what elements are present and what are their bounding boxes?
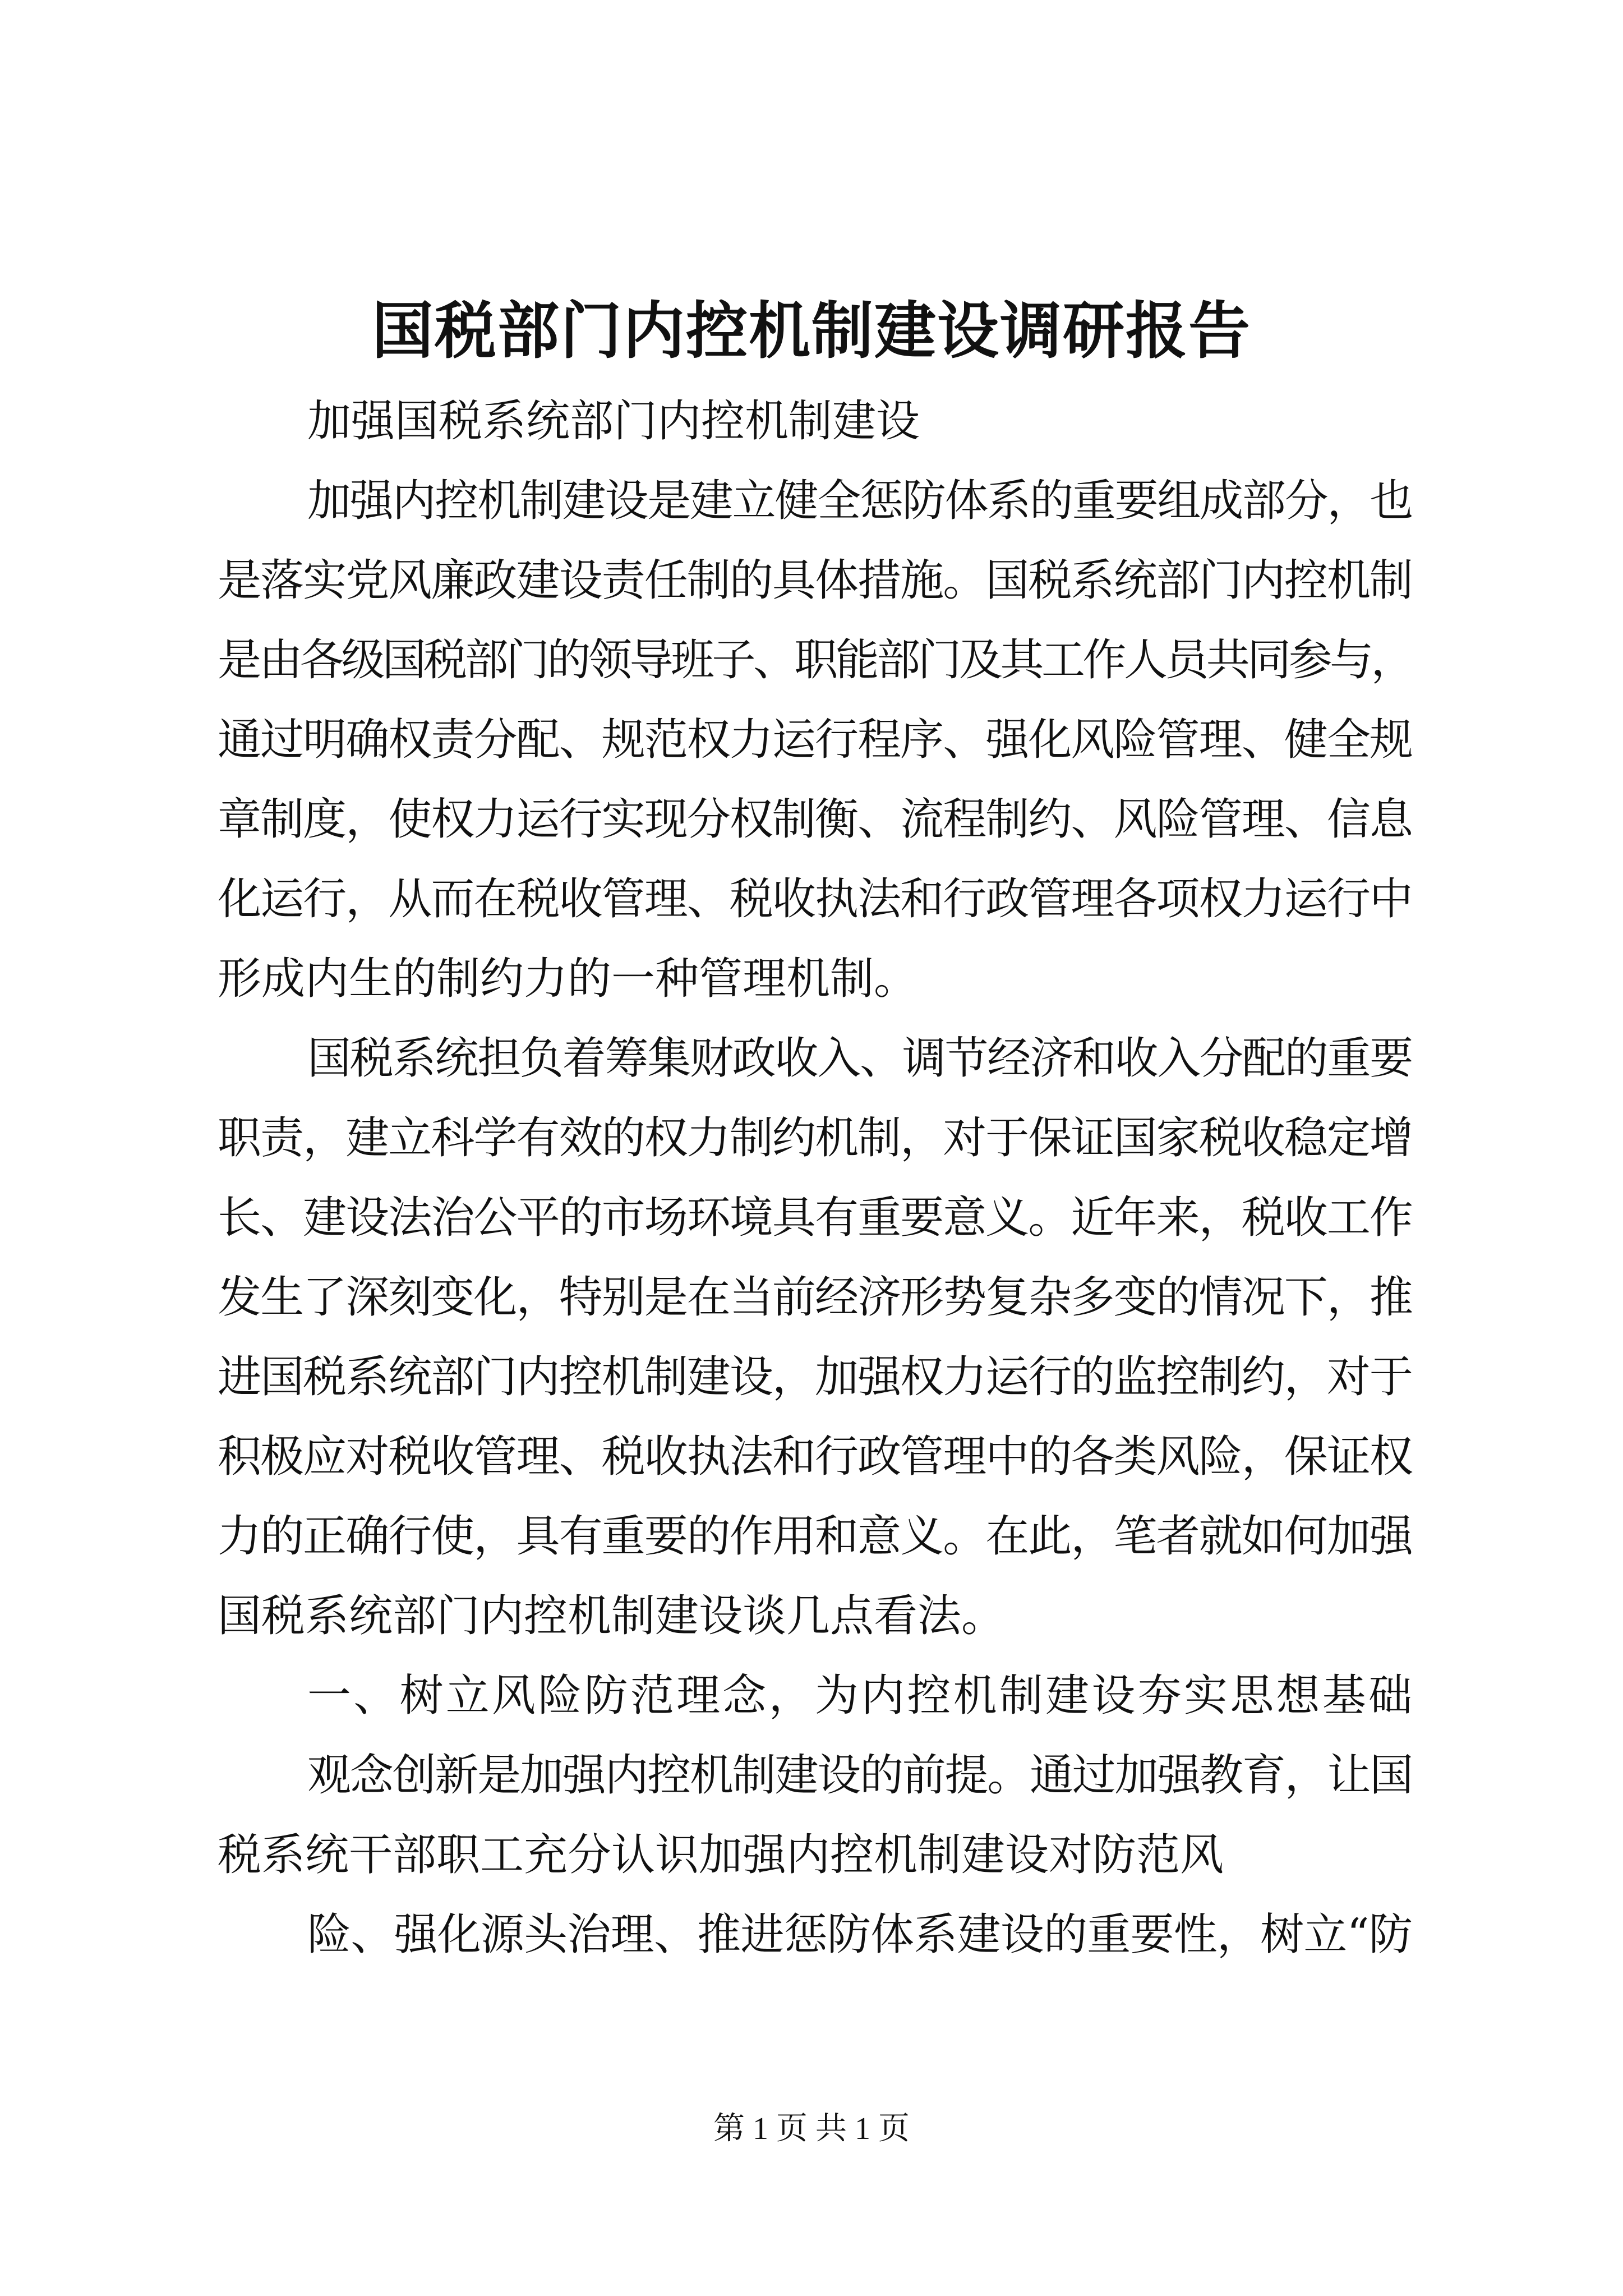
document-body — [218, 381, 1415, 1975]
text-line: 积极应对税收管理、税收执法和行政管理中的各类风险，保证权 — [218, 1432, 1412, 1482]
paragraph-lines — [218, 461, 1415, 1975]
text-line: 一、树立风险防范理念，为内控机制建设夯实思想基础 — [307, 1671, 1415, 1721]
text-line: 税系统干部职工充分认识加强内控机制建设对防范风 — [218, 1830, 1224, 1880]
text-line: 力的正确行使，具有重要的作用和意义。在此，笔者就如何加强 — [218, 1511, 1412, 1562]
text-line: 观念创新是加强内控机制建设的前提。通过加强教育，让国 — [307, 1750, 1412, 1801]
text-line: 通过明确权责分配、规范权力运行程序、强化风险管理、健全规 — [218, 715, 1412, 765]
text-line: 长、建设法治公平的市场环境具有重要意义。近年来，税收工作 — [218, 1193, 1412, 1243]
page-footer: 第 1 页 共 1 页 — [713, 2111, 910, 2146]
text-line: 化运行，从而在税收管理、税收执法和行政管理各项权力运行中 — [218, 874, 1412, 924]
text-line: 是由各级国税部门的领导班子、职能部门及其工作人员共同参与， — [218, 635, 1412, 685]
document-subtitle: 加强国税系统部门内控机制建设 — [307, 396, 920, 447]
text-line: 国税系统担负着筹集财政收入、调节经济和收入分配的重要 — [307, 1033, 1412, 1084]
document-title: 国税部门内控机制建设调研报告 — [372, 295, 1251, 367]
text-line: 国税系统部门内控机制建设谈几点看法。 — [218, 1591, 1006, 1641]
text-line: 进国税系统部门内控机制建设，加强权力运行的监控制约，对于 — [218, 1352, 1412, 1402]
text-line: 加强内控机制建设是建立健全惩防体系的重要组成部分，也 — [307, 476, 1412, 526]
text-line: 发生了深刻变化，特别是在当前经济形势复杂多变的情况下，推 — [218, 1272, 1412, 1323]
text-line: 形成内生的制约力的一种管理机制。 — [218, 954, 918, 1004]
text-line: 章制度，使权力运行实现分权制衡、流程制约、风险管理、信息 — [218, 794, 1412, 845]
text-line: 险、强化源头治理、推进惩防体系建设的重要性，树立“防 — [307, 1910, 1412, 1960]
text-line: 职责，建立科学有效的权力制约机制，对于保证国家税收稳定增 — [218, 1113, 1412, 1163]
text-line: 是落实党风廉政建设责任制的具体措施。国税系统部门内控机制 — [218, 555, 1412, 606]
